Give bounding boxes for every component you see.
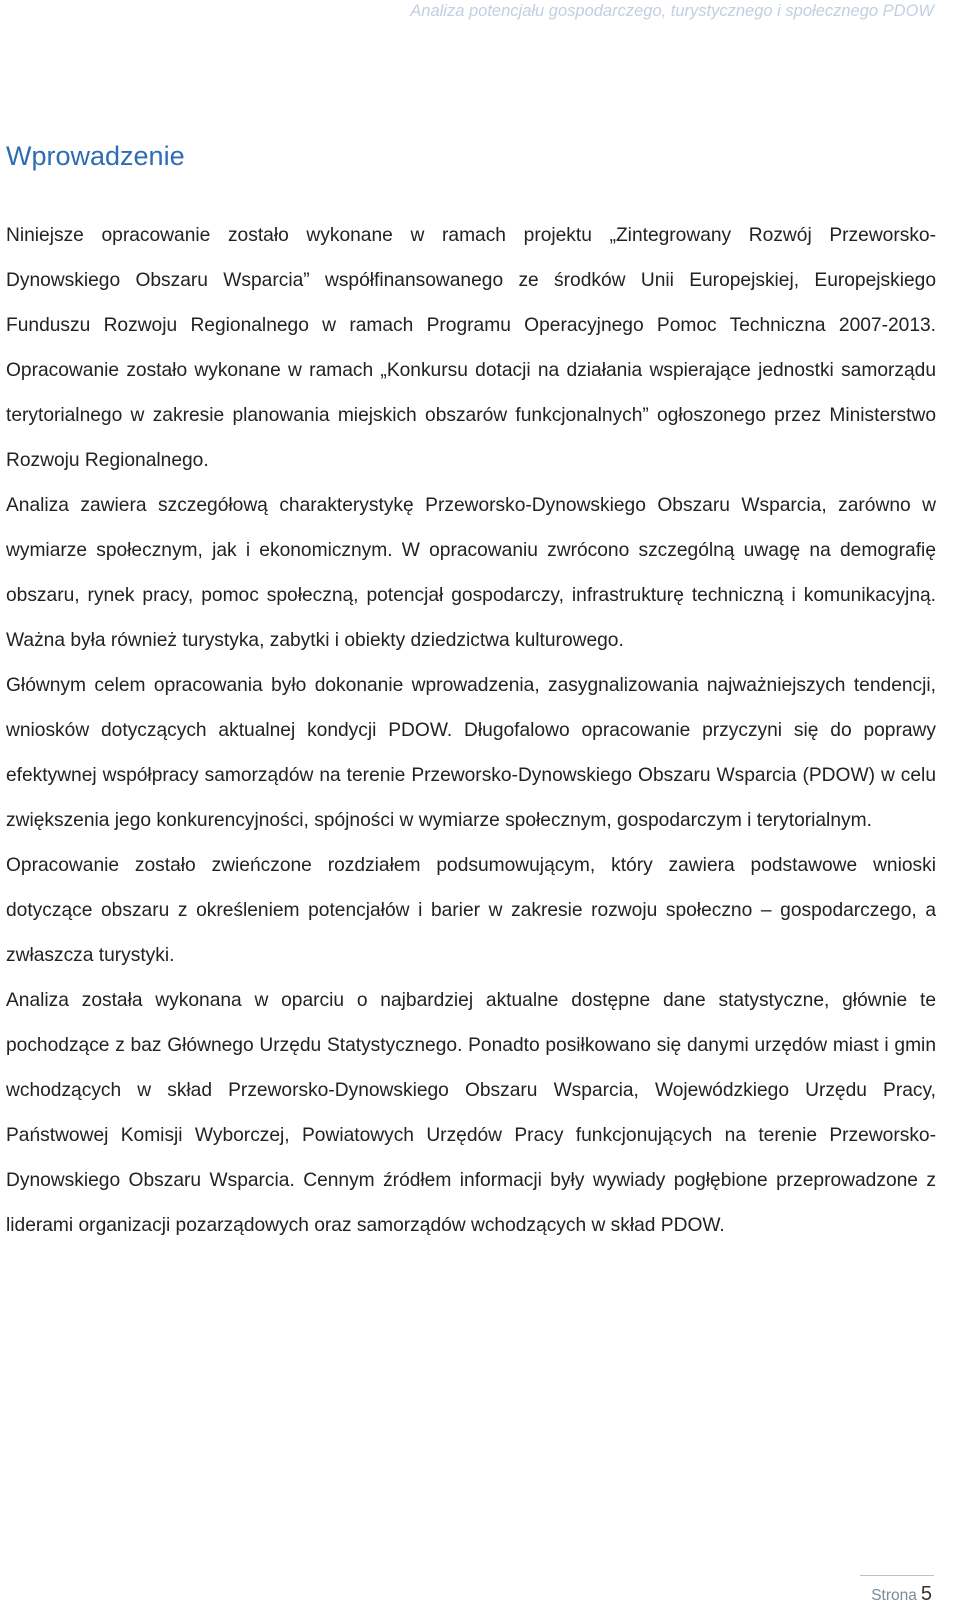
- page-footer: [871, 1583, 932, 1606]
- page-label: Strona: [871, 1587, 917, 1604]
- footer-divider: [860, 1575, 934, 1576]
- paragraph-main-goal: Głównym celem opracowania było dokonanie wprowadzenia, zasygnalizowania najważniejszych tendencji, wniosków dotyczących aktualnej kondycji PDOW. Długofalowo opracowanie przyczyni się do poprawy efektywnej współpracy samorządów na terenie Przeworsko-Dynowskiego Obszaru Wsparcia (PDOW) w celu zwiększenia jego konkurencyjności, spójności w wymiarze społecznym, gospodarczym i terytorialnym.: [6, 675, 936, 831]
- paragraph-data-sources: Analiza została wykonana w oparciu o najbardziej aktualne dostępne dane statystyczne, głównie te pochodzące z baz Głównego Urzędu Statystycznego. Ponadto posiłkowano się danymi urzędów miast i gmin wchodzących w skład Przeworsko-Dynowskiego Obszaru Wsparcia, Wojewódzkiego Urzędu Pracy, Państwowej Komisji Wyborczej, Powiatowych Urzędów Pracy funkcjonujących na terenie Przeworsko-Dynowskiego Obszaru Wsparcia. Cennym źródłem informacji były wywiady pogłębione przeprowadzone z liderami organizacji pozarządowych oraz samorządów wchodzących w skład PDOW.: [6, 990, 936, 1236]
- paragraph-summary-chapter: Opracowanie zostało zwieńczone rozdziałem podsumowującym, który zawiera podstawowe wnioski dotyczące obszaru z określeniem potencjałów i barier w zakresie rozwoju społeczno – gospodarczego, a zwłaszcza turystyki.: [6, 855, 936, 966]
- paragraph-project-intro: Niniejsze opracowanie zostało wykonane w ramach projektu „Zintegrowany Rozwój Przeworsko-Dynowskiego Obszaru Wsparcia” współfinansowanego ze środków Unii Europejskiej, Europejskiego Funduszu Rozwoju Regionalnego w ramach Programu Operacyjnego Pomoc Techniczna 2007-2013. Opracowanie zostało wykonane w ramach „Konkursu dotacji na działania wspierające jednostki samorządu terytorialnego w zakresie planowania miejskich obszarów funkcjonalnych” ogłoszonego przez Ministerstwo Rozwoju Regionalnego.: [6, 225, 936, 471]
- running-header-title: Analiza potencjału gospodarczego, turystycznego i społecznego PDOW: [410, 2, 934, 20]
- page-number: 5: [920, 1583, 932, 1605]
- body-text: [6, 213, 936, 1248]
- section-title: Wprowadzenie: [6, 141, 185, 171]
- paragraph-analysis-scope: Analiza zawiera szczegółową charakterystykę Przeworsko-Dynowskiego Obszaru Wsparcia, zarówno w wymiarze społecznym, jak i ekonomicznym. W opracowaniu zwrócono szczególną uwagę na demografię obszaru, rynek pracy, pomoc społeczną, potencjał gospodarczy, infrastrukturę techniczną i komunikacyjną. Ważna była również turystyka, zabytki i obiekty dziedzictwa kulturowego.: [6, 495, 936, 651]
